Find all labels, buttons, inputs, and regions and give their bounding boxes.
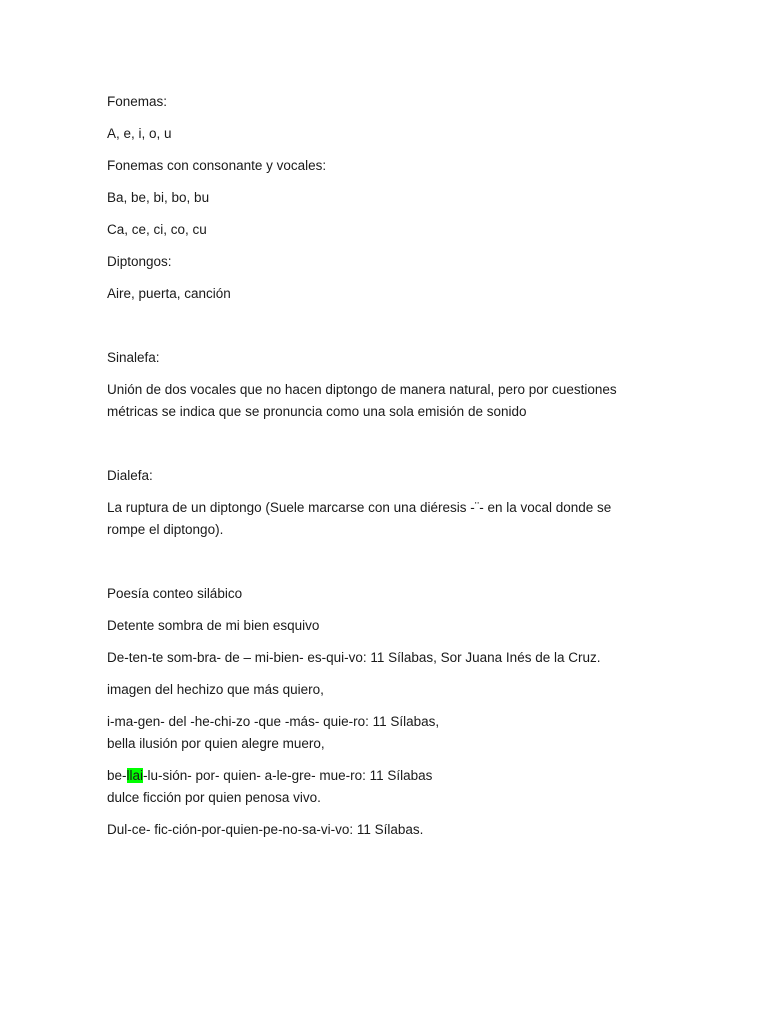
diptongos-examples: Aire, puerta, canción — [107, 286, 231, 301]
poem-verse-4: dulce ficción por quien penosa vivo. — [107, 790, 321, 805]
heading-sinalefa: Sinalefa: — [107, 350, 160, 365]
heading-dialefa: Dialefa: — [107, 468, 153, 483]
poem-verse-2: imagen del hechizo que más quiero, — [107, 682, 324, 697]
heading-poesia-conteo: Poesía conteo silábico — [107, 586, 243, 601]
poem-verse-3-syllables — [107, 765, 667, 787]
sinalefa-definition-line-2: métricas se indica que se pronuncia como una sola emisión de sonido — [107, 404, 527, 419]
vowels-line: A, e, i, o, u — [107, 126, 172, 141]
poem-verse-3: bella ilusión por quien alegre muero, — [107, 736, 325, 751]
syllables-c-line: Ca, ce, ci, co, cu — [107, 222, 207, 237]
poem-verse-2-syllables: i-ma-gen- del -he-chi-zo -que -más- quie-ro: 11 Sílabas, — [107, 714, 440, 729]
heading-fonemas-consonante: Fonemas con consonante y vocales: — [107, 158, 327, 173]
dialefa-definition-line-1: La ruptura de un diptongo (Suele marcarse con una diéresis -¨- en la vocal donde se — [107, 500, 612, 515]
heading-diptongos: Diptongos: — [107, 254, 172, 269]
poem-verse-1: Detente sombra de mi bien esquivo — [107, 618, 320, 633]
sinalefa-definition-line-1: Unión de dos vocales que no hacen diptongo de manera natural, pero por cuestiones — [107, 382, 617, 397]
heading-fonemas: Fonemas: — [107, 94, 168, 109]
highlighted-syllable: llai — [126, 768, 144, 783]
dialefa-definition-line-2: rompe el diptongo). — [107, 522, 224, 537]
syllable-prefix: be- — [107, 768, 127, 783]
poem-verse-4-syllables: Dul-ce- fic-ción-por-quien-pe-no-sa-vi-vo: 11 Sílabas. — [107, 822, 424, 837]
syllables-b-line: Ba, be, bi, bo, bu — [107, 190, 210, 205]
syllable-rest: -lu-sión- por- quien- a-le-gre- mue-ro: 11 Sílabas — [143, 768, 433, 783]
poem-verse-1-syllables: De-ten-te som-bra- de – mi-bien- es-qui-vo: 11 Sílabas, Sor Juana Inés de la Cruz. — [107, 650, 601, 665]
